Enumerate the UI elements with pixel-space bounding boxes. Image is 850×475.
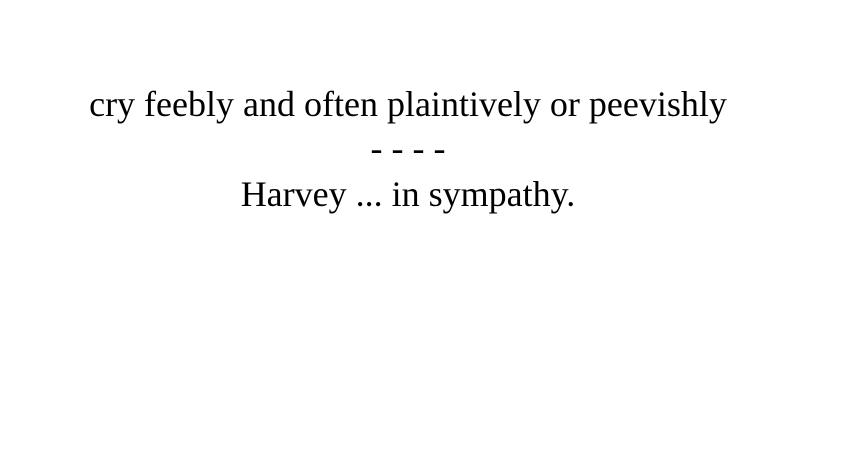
separator-text: - - - - — [370, 128, 446, 168]
example-sentence: Harvey ... in sympathy. — [240, 174, 576, 214]
definition-text: cry feebly and often plaintively or peevishly — [89, 84, 727, 124]
